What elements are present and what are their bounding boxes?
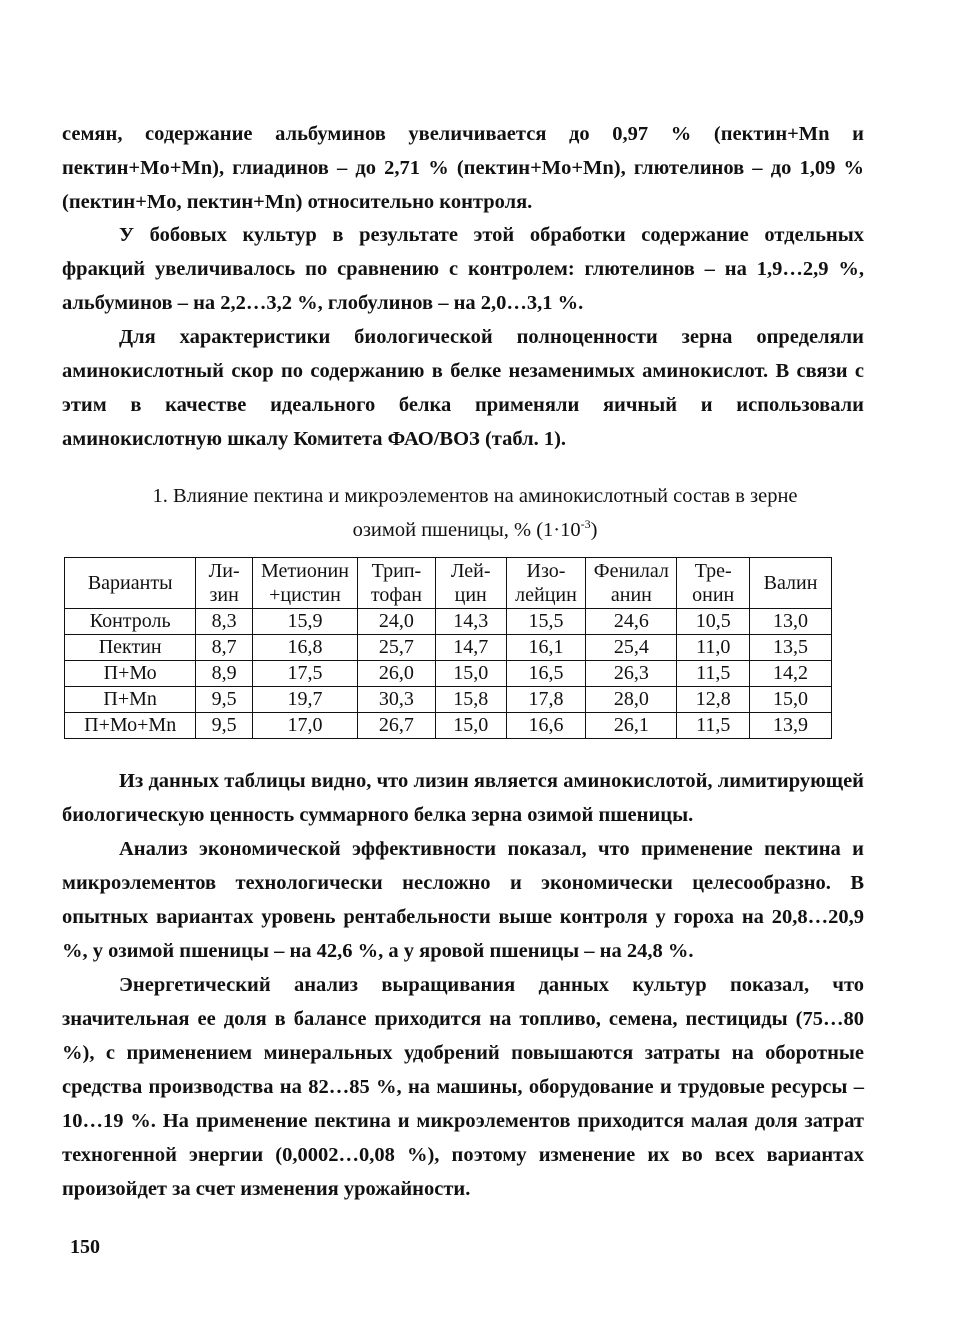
table-header-cell: [586, 558, 677, 609]
value-cell: 15,5: [506, 609, 586, 635]
value-cell: 13,9: [750, 713, 832, 739]
value-cell: 26,7: [358, 713, 436, 739]
value-cell: 26,1: [586, 713, 677, 739]
table-header-cell: [435, 558, 506, 609]
paragraph-5: [62, 832, 864, 968]
value-cell: 25,7: [358, 635, 436, 661]
value-cell: 11,0: [677, 635, 750, 661]
value-cell: 19,7: [252, 687, 357, 713]
value-cell: 14,7: [435, 635, 506, 661]
header-line: лейцин: [515, 584, 577, 606]
table-row: [65, 635, 832, 661]
amino-acid-table: [64, 557, 832, 739]
value-cell: 14,2: [750, 661, 832, 687]
value-cell: 16,1: [506, 635, 586, 661]
value-cell: 16,5: [506, 661, 586, 687]
value-cell: 8,7: [196, 635, 253, 661]
header-line: анин: [610, 584, 652, 606]
value-cell: 9,5: [196, 713, 253, 739]
value-cell: 15,0: [435, 713, 506, 739]
header-line: зин: [209, 584, 239, 606]
header-line: Варианты: [87, 572, 173, 594]
value-cell: 17,5: [252, 661, 357, 687]
paragraph-4: [62, 764, 864, 832]
header-line: Валин: [763, 572, 818, 594]
header-line: Изо-: [526, 560, 566, 582]
value-cell: 25,4: [586, 635, 677, 661]
caption-exponent: -3: [580, 517, 591, 531]
variant-cell: Контроль: [65, 609, 196, 635]
header-line: Трип-: [371, 560, 422, 582]
table-header-cell: [506, 558, 586, 609]
value-cell: 15,0: [435, 661, 506, 687]
table-header-cell: [65, 558, 196, 609]
header-line: Ли-: [208, 560, 240, 582]
paragraph-text: Анализ экономической эффективности показал, что применение пектина и микроэлементов технологически несложно и экономически целесообразно. В опытных вариантах уровень рентабельности выше контроля у гороха на 20,8…20,9 %, у озимой пшеницы – на 42,6 %, а у яровой пшеницы – на 24,8 %.: [62, 838, 864, 962]
table-header-row: [65, 558, 832, 609]
header-line: Фенилал: [593, 560, 669, 582]
variant-cell: П+Мо+Mn: [65, 713, 196, 739]
table-header-cell: [196, 558, 253, 609]
value-cell: 24,0: [358, 609, 436, 635]
value-cell: 8,3: [196, 609, 253, 635]
value-cell: 30,3: [358, 687, 436, 713]
value-cell: 8,9: [196, 661, 253, 687]
value-cell: 26,0: [358, 661, 436, 687]
value-cell: 17,8: [506, 687, 586, 713]
value-cell: 11,5: [677, 661, 750, 687]
paragraph-2: [62, 218, 864, 320]
variant-cell: П+Мо: [65, 661, 196, 687]
table-caption-line2: [62, 510, 888, 544]
table-header-cell: [750, 558, 832, 609]
header-line: тофан: [370, 584, 422, 606]
paragraph-3: [62, 320, 864, 456]
table-header-cell: [677, 558, 750, 609]
paragraph-text: У бобовых культур в результате этой обработки содержание отдельных фракций увеличивалось по сравнению с контролем: глютелинов – на 1,9…2,9 %, альбуминов – на 2,2…3,2 %, глобулинов – на 2,0…3,1 %.: [62, 224, 864, 314]
paragraph-text: семян, содержание альбуминов увеличивается до 0,97 % (пектин+Mn и пектин+Mo+Mn), глиадинов – до 2,71 % (пектин+Mo+Mn), глютелинов – до 1,09 % (пектин+Mo, пектин+Mn) относительно контроля.: [62, 123, 864, 213]
header-line: онин: [692, 584, 735, 606]
value-cell: 11,5: [677, 713, 750, 739]
header-line: +цистин: [269, 584, 341, 606]
table-header-cell: [252, 558, 357, 609]
table-row: [65, 687, 832, 713]
value-cell: 10,5: [677, 609, 750, 635]
header-line: Тре-: [694, 560, 732, 582]
paragraph-text: Энергетический анализ выращивания данных культур показал, что значительная ее доля в балансе приходится на топливо, семена, пестициды (75…80 %), с применением минеральных удобрений повышаются затраты на оборотные средства производства на 82…85 %, на машины, оборудование и трудовые ресурсы – 10…19 %. На применение пектина и микроэлементов приходится малая доля затрат техногенной энергии (0,0002…0,08 %), поэтому изменение их во всех вариантах произойдет за счет изменения урожайности.: [62, 974, 864, 1200]
value-cell: 12,8: [677, 687, 750, 713]
paragraph-6: [62, 968, 864, 1206]
value-cell: 15,0: [750, 687, 832, 713]
variant-cell: Пектин: [65, 635, 196, 661]
value-cell: 17,0: [252, 713, 357, 739]
value-cell: 24,6: [586, 609, 677, 635]
table-row: [65, 661, 832, 687]
value-cell: 16,8: [252, 635, 357, 661]
header-line: Метионин: [261, 560, 349, 582]
value-cell: 14,3: [435, 609, 506, 635]
header-line: Лей-: [450, 560, 491, 582]
value-cell: 15,9: [252, 609, 357, 635]
value-cell: 28,0: [586, 687, 677, 713]
value-cell: 15,8: [435, 687, 506, 713]
paragraph-1: [62, 117, 864, 219]
value-cell: 9,5: [196, 687, 253, 713]
table-caption-line1: 1. Влияние пектина и микроэлементов на аминокислотный состав в зерне: [152, 485, 798, 507]
table-header-cell: [358, 558, 436, 609]
paragraph-text: Для характеристики биологической полноценности зерна определяли аминокислотный скор по содержанию в белке незаменимых аминокислот. В связи с этим в качестве идеального белка применяли яичный и использовали аминокислотную шкалу Комитета ФАО/ВОЗ (табл. 1).: [62, 326, 864, 450]
table-row: [65, 713, 832, 739]
page-number: 150: [70, 1236, 100, 1258]
table-caption: [62, 482, 888, 544]
caption-text: озимой пшеницы, % (1·10: [352, 518, 581, 541]
variant-cell: П+Mn: [65, 687, 196, 713]
value-cell: 13,5: [750, 635, 832, 661]
paragraph-text: Из данных таблицы видно, что лизин является аминокислотой, лимитирующей биологическую ценность суммарного белка зерна озимой пшеницы.: [62, 770, 864, 826]
value-cell: 26,3: [586, 661, 677, 687]
caption-close: ): [590, 518, 598, 541]
header-line: цин: [454, 584, 487, 606]
value-cell: 13,0: [750, 609, 832, 635]
table-body: [65, 609, 832, 739]
value-cell: 16,6: [506, 713, 586, 739]
table-row: [65, 609, 832, 635]
